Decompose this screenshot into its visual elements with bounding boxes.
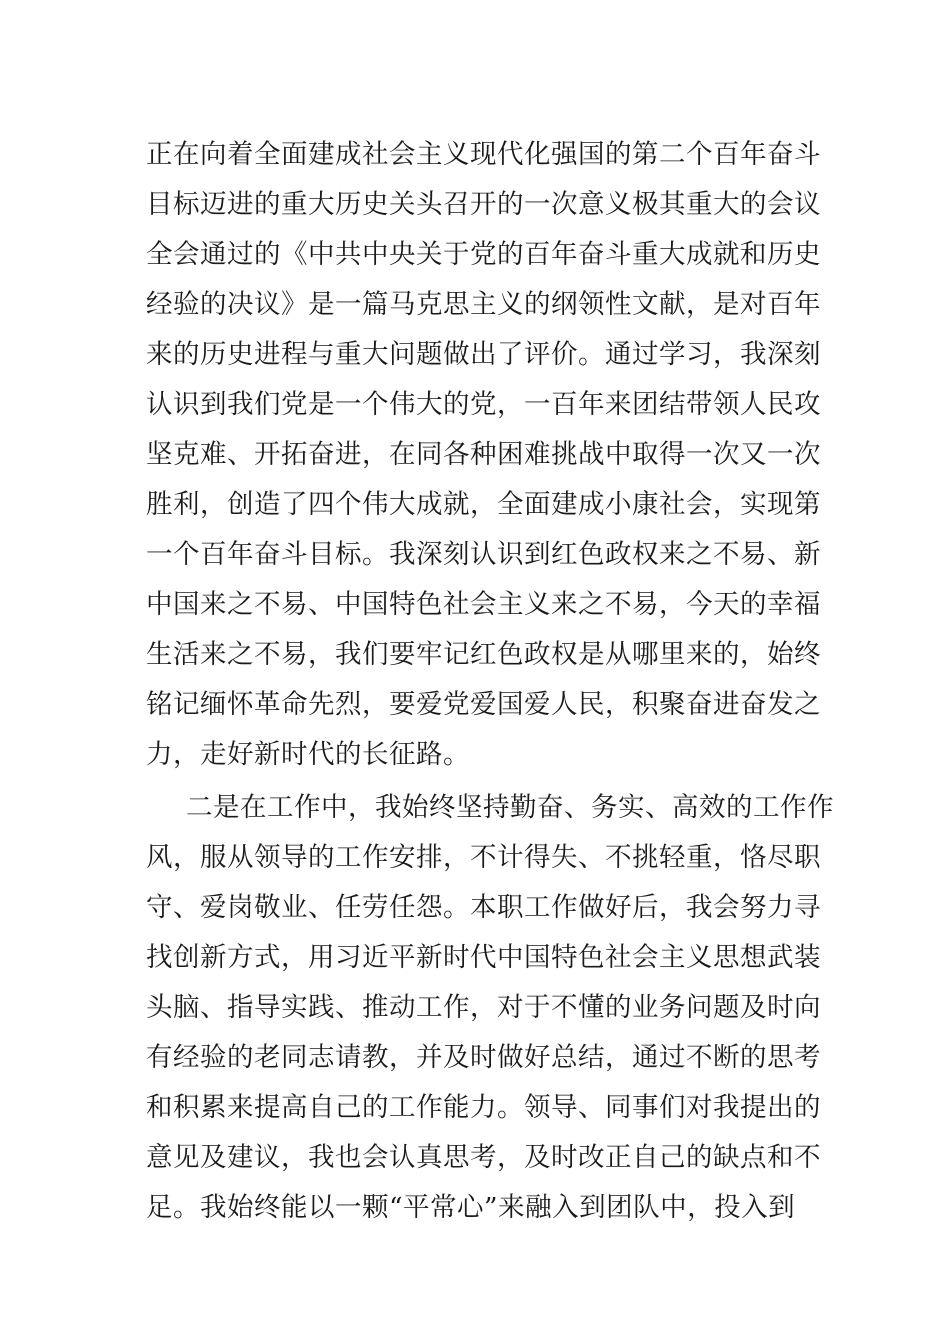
text-line: 有经验的老同志请教，并及时做好总结，通过不断的思考 xyxy=(146,1042,821,1073)
text-line: 足。我始终能以一颗“平常心”来融入到团队中，投入到 xyxy=(146,1192,796,1223)
text-line: 守、爱岗敬业、任劳任怨。本职工作做好后，我会努力寻 xyxy=(146,892,821,923)
text-line: 来的历史进程与重大问题做出了评价。通过学习，我深刻 xyxy=(146,339,821,370)
text-line: 头脑、指导实践、推动工作，对于不懂的业务问题及时向 xyxy=(146,992,821,1023)
text-line: 经验的决议》是一篇马克思主义的纲领性文献，是对百年 xyxy=(146,289,821,320)
paragraph-2 xyxy=(146,783,834,1233)
text-line: 认识到我们党是一个伟大的党，一百年来团结带领人民攻 xyxy=(146,389,821,420)
paragraph-1 xyxy=(146,130,821,780)
text-line: 意见及建议，我也会认真思考，及时改正自己的缺点和不 xyxy=(146,1142,821,1173)
text-line: 正在向着全面建成社会主义现代化强国的第二个百年奋斗 xyxy=(146,139,821,170)
text-line: 目标迈进的重大历史关头召开的一次意义极其重大的会议 xyxy=(146,189,821,220)
text-line: 铭记缅怀革命先烈，要爱党爱国爱人民，积聚奋进奋发之 xyxy=(146,689,821,720)
text-line: 坚克难、开拓奋进，在同各种困难挑战中取得一次又一次 xyxy=(146,439,821,470)
text-line: 胜利，创造了四个伟大成就，全面建成小康社会，实现第 xyxy=(146,489,821,520)
text-line: 风，服从领导的工作安排，不计得失、不挑轻重，恪尽职 xyxy=(146,842,821,873)
text-line: 生活来之不易，我们要牢记红色政权是从哪里来的，始终 xyxy=(146,639,821,670)
text-line: 全会通过的《中共中央关于党的百年奋斗重大成就和历史 xyxy=(146,239,821,270)
body-text xyxy=(146,130,834,1233)
text-line: 和积累来提高自己的工作能力。领导、同事们对我提出的 xyxy=(146,1092,821,1123)
text-line: 一个百年奋斗目标。我深刻认识到红色政权来之不易、新 xyxy=(146,539,821,570)
text-line: 力，走好新时代的长征路。 xyxy=(146,739,470,770)
text-line: 找创新方式，用习近平新时代中国特色社会主义思想武装 xyxy=(146,942,821,973)
text-line: 二是在工作中，我始终坚持勤奋、务实、高效的工作作 xyxy=(186,792,834,823)
text-line: 中国来之不易、中国特色社会主义来之不易，今天的幸福 xyxy=(146,589,821,620)
